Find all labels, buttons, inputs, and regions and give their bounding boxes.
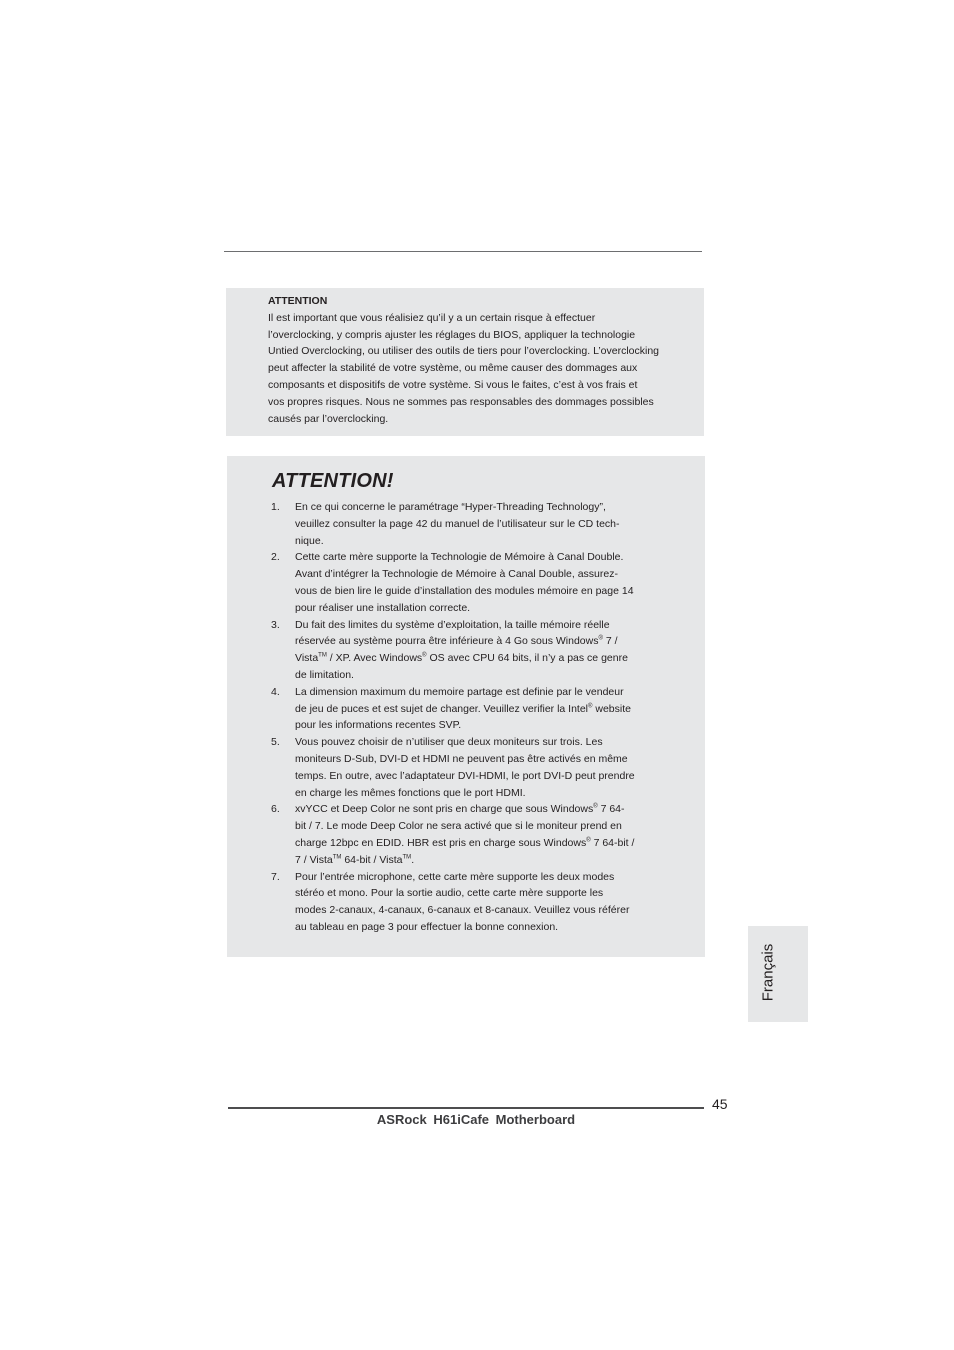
- item-line: [295, 852, 660, 869]
- notice-line: peut affecter la stabilité de votre système, ou même causer des dommages aux: [268, 362, 638, 375]
- attention-heading: ATTENTION!: [272, 470, 394, 492]
- registered-mark: ®: [586, 837, 591, 844]
- item-line: La dimension maximum du memoire partage est definie par le vendeur: [295, 685, 624, 698]
- item-text: 7 64-bit /: [590, 836, 635, 849]
- list-item: [270, 869, 660, 936]
- registered-mark: ®: [598, 635, 603, 642]
- notice-line: l’overclocking, y compris ajuster les réglages du BIOS, appliquer la technologie: [268, 328, 636, 341]
- item-line: Pour l’entrée microphone, cette carte mère supporte les deux modes: [295, 870, 615, 883]
- list-item: [270, 617, 660, 684]
- item-line: Vous pouvez choisir de n’utiliser que deux moniteurs sur trois. Les: [295, 736, 603, 749]
- item-line: vous de bien lire le guide d’installation des modules mémoire en page 14: [295, 584, 634, 597]
- item-text: 64-bit / Vista: [341, 853, 403, 866]
- overclocking-notice-box: [226, 288, 704, 436]
- list-item: [270, 734, 660, 801]
- footer-divider: [228, 1107, 704, 1109]
- item-number: 4.: [271, 685, 280, 698]
- notice-line: vos propres risques. Nous ne sommes pas responsables des dommages possibles: [268, 395, 654, 408]
- item-line: pour les informations recentes SVP.: [295, 719, 462, 732]
- notice-line: causés par l’overclocking.: [268, 412, 389, 425]
- attention-box: [227, 456, 705, 957]
- item-text: de jeu de puces et est sujet de changer. Veuillez verifier la Intel: [295, 702, 589, 715]
- item-line: [295, 835, 660, 852]
- item-text: website: [592, 702, 631, 715]
- item-line: En ce qui concerne le paramétrage “Hyper-Threading Technology”,: [295, 501, 606, 513]
- notice-title: ATTENTION: [268, 295, 328, 307]
- item-number: 1.: [271, 501, 280, 513]
- item-line: nique.: [295, 534, 324, 547]
- registered-mark: ®: [588, 703, 593, 710]
- item-line: bit / 7. Le mode Deep Color ne sera activé que si le moniteur prend en: [295, 820, 622, 833]
- trademark-mark: TM: [402, 854, 412, 861]
- item-line: Du fait des limites du système d’exploitation, la taille mémoire réelle: [295, 618, 610, 631]
- page-number: 45: [712, 1096, 728, 1112]
- top-divider: [224, 251, 702, 252]
- notice-line: Il est important que vous réalisiez qu’il y a un certain risque à effectuer: [268, 311, 596, 324]
- item-text: 7 / Vista: [295, 853, 333, 866]
- item-text: réservée au système pourra être inférieure à 4 Go sous Windows: [295, 635, 599, 648]
- item-line: de limitation.: [295, 668, 354, 681]
- footer-title: ASRock H61iCafe Motherboard: [376, 1112, 576, 1127]
- item-line: [295, 633, 660, 650]
- item-number: 5.: [271, 736, 280, 749]
- item-text: .: [411, 853, 415, 866]
- item-text: Vista: [295, 652, 319, 665]
- language-tab: [748, 926, 808, 1022]
- item-line: veuillez consulter la page 42 du manuel de l’utilisateur sur le CD tech-: [295, 517, 620, 530]
- item-text: 7 /: [602, 635, 618, 648]
- item-text: xvYCC et Deep Color ne sont pris en charge que sous Windows: [295, 803, 594, 816]
- item-line: modes 2-canaux, 4-canaux, 6-canaux et 8-canaux. Veuillez vous référer: [295, 904, 630, 917]
- list-item: [270, 684, 660, 734]
- trademark-mark: TM: [318, 652, 327, 659]
- item-number: 6.: [271, 803, 280, 816]
- item-line: [295, 801, 660, 818]
- item-line: moniteurs D-Sub, DVI-D et HDMI ne peuvent pas être activés en même: [295, 752, 628, 765]
- item-text: OS avec CPU 64 bits, il n’y a pas ce genre: [426, 652, 628, 665]
- list-item: [270, 549, 660, 616]
- item-number: 7.: [271, 870, 280, 883]
- list-item: [270, 499, 660, 549]
- attention-list: [270, 499, 660, 936]
- trademark-mark: TM: [332, 854, 342, 861]
- item-line: [295, 701, 660, 718]
- item-text: charge 12bpc en EDID. HBR est pris en charge sous Windows: [295, 836, 587, 849]
- item-line: pour réaliser une installation correcte.: [295, 601, 471, 614]
- registered-mark: ®: [422, 652, 427, 659]
- item-text: / XP. Avec Windows: [326, 652, 423, 665]
- notice-line: Untied Overclocking, ou utiliser des outils de tiers pour l’overclocking. L’overclocking: [268, 345, 660, 358]
- item-line: [295, 650, 660, 667]
- item-line: au tableau en page 3 pour effectuer la bonne connexion.: [295, 920, 559, 933]
- item-line: Cette carte mère supporte la Technologie de Mémoire à Canal Double.: [295, 551, 624, 564]
- overclocking-notice-content: [268, 293, 688, 427]
- item-line: temps. En outre, avec l’adaptateur DVI-HDMI, le port DVI-D peut prendre: [295, 769, 635, 782]
- list-item: [270, 801, 660, 868]
- item-line: Avant d’intégrer la Technologie de Mémoire à Canal Double, assurez-: [295, 568, 618, 581]
- registered-mark: ®: [593, 803, 598, 810]
- item-line: en charge les mêmes fonctions que le port HDMI.: [295, 786, 526, 799]
- item-text: 7 64-: [597, 803, 625, 816]
- item-number: 3.: [271, 618, 280, 631]
- item-number: 2.: [271, 551, 280, 564]
- item-line: stéréo et mono. Pour la sortie audio, cette carte mère supporte les: [295, 887, 604, 900]
- language-tab-label: Français: [759, 943, 777, 1002]
- notice-line: composants et dispositifs de votre système. Si vous le faites, c’est à vos frais et: [268, 378, 638, 391]
